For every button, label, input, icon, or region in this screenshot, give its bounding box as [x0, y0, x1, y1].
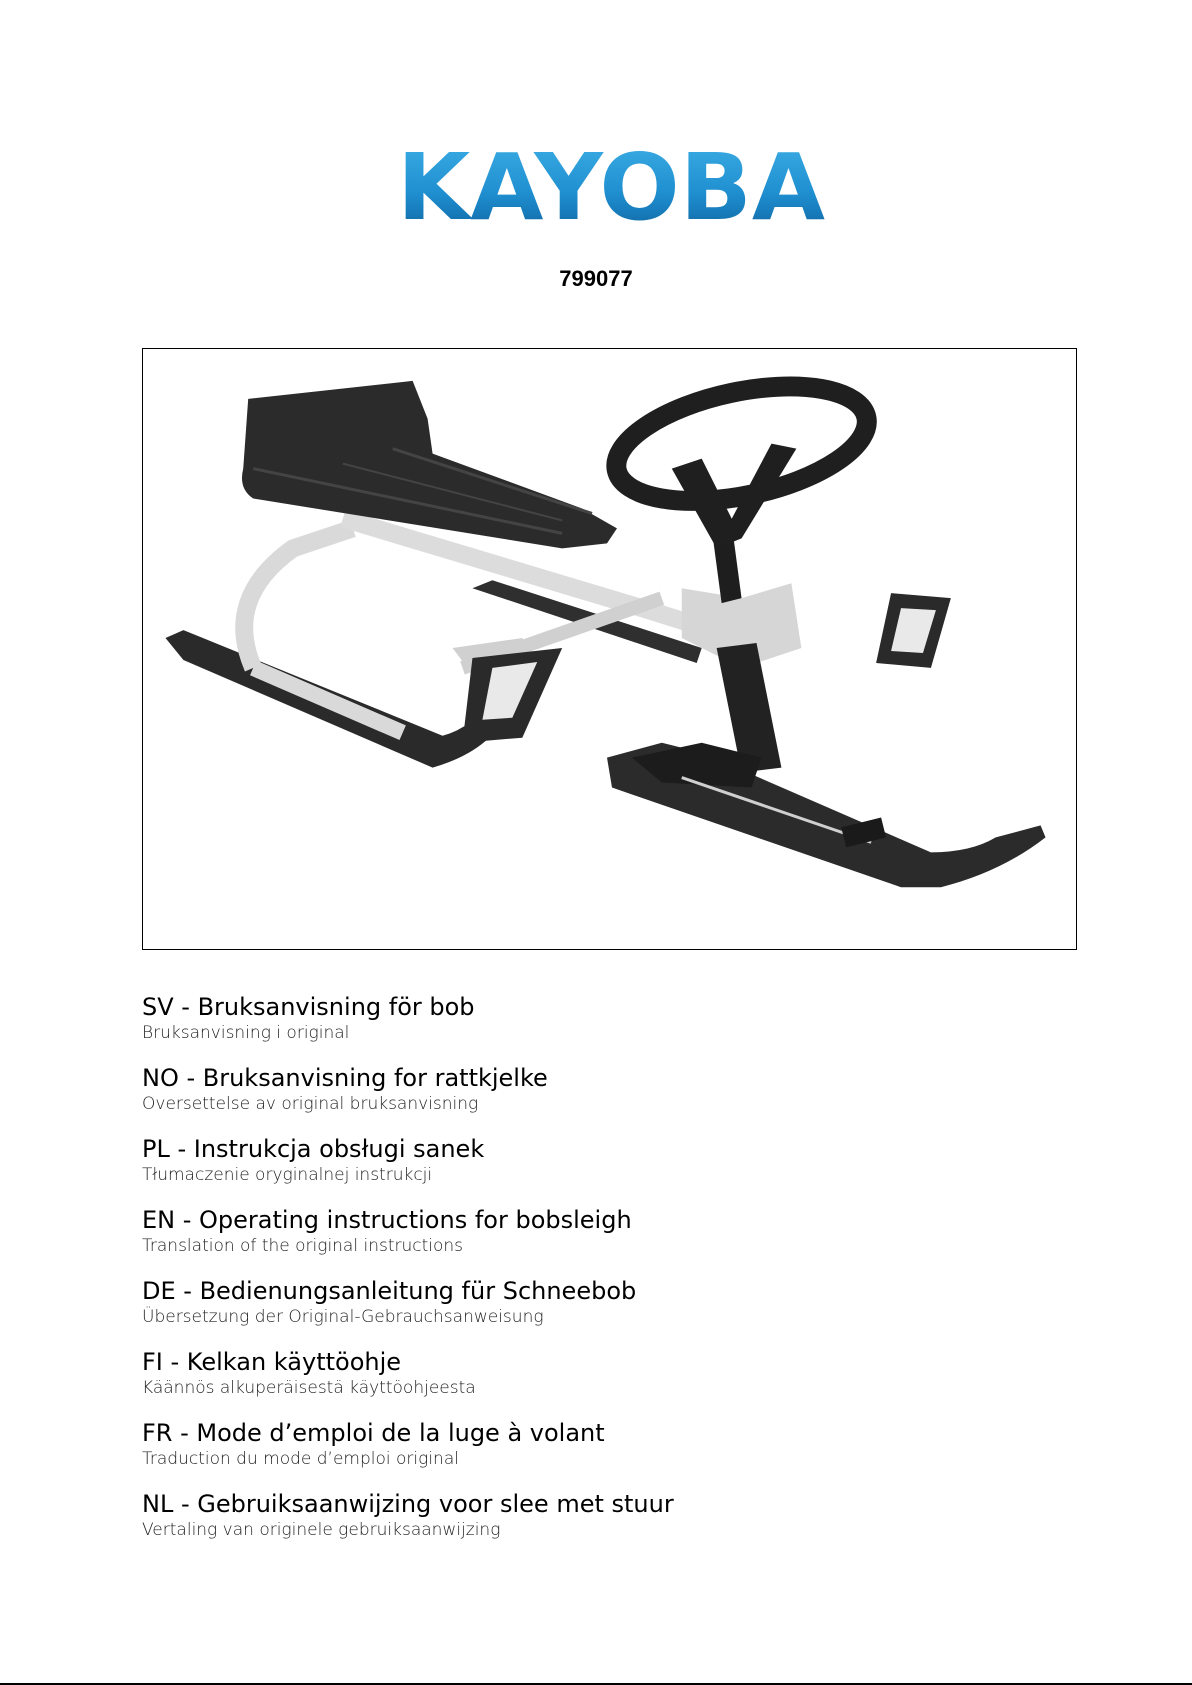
lang-title-fr: FR - Mode d’emploi de la luge à volant — [142, 1419, 605, 1447]
lang-title-pl: PL - Instrukcja obsługi sanek — [142, 1135, 485, 1163]
lang-subtitle-pl: Tłumaczenie oryginalnej instrukcji — [142, 1165, 433, 1185]
lang-entry-sv — [142, 992, 1042, 1063]
product-photo — [142, 348, 1077, 950]
kayoba-logo — [395, 140, 827, 230]
lang-entry-nl — [142, 1489, 1042, 1560]
lang-entry-pl — [142, 1134, 1042, 1205]
model-number: 799077 — [559, 266, 633, 291]
lang-title-fi: FI - Kelkan käyttöohje — [142, 1348, 402, 1376]
lang-title-nl: NL - Gebruiksaanwijzing voor slee met stuur — [142, 1490, 674, 1518]
lang-entry-fr — [142, 1418, 1042, 1489]
lang-title-no: NO - Bruksanvisning for rattkjelke — [142, 1064, 548, 1092]
lang-subtitle-sv: Bruksanvisning i original — [142, 1023, 350, 1043]
language-list — [142, 992, 1042, 1560]
lang-subtitle-fi: Käännös alkuperäisestä käyttöohjeesta — [142, 1378, 476, 1398]
lang-subtitle-fr: Traduction du mode d’emploi original — [142, 1449, 459, 1469]
lang-entry-en — [142, 1205, 1042, 1276]
lang-entry-fi — [142, 1347, 1042, 1418]
lang-entry-no — [142, 1063, 1042, 1134]
bobsleigh-image — [143, 349, 1076, 949]
lang-subtitle-de: Übersetzung der Original-Gebrauchsanweisung — [142, 1307, 544, 1327]
lang-title-sv: SV - Bruksanvisning för bob — [142, 993, 475, 1021]
lang-title-de: DE - Bedienungsanleitung für Schneebob — [142, 1277, 637, 1305]
lang-subtitle-en: Translation of the original instructions — [142, 1236, 464, 1256]
lang-subtitle-nl: Vertaling van originele gebruiksaanwijzing — [142, 1520, 501, 1540]
lang-subtitle-no: Oversettelse av original bruksanvisning — [142, 1094, 479, 1114]
lang-entry-de — [142, 1276, 1042, 1347]
lang-title-en: EN - Operating instructions for bobsleigh — [142, 1206, 632, 1234]
brand-name: KAYOBA — [397, 140, 825, 230]
